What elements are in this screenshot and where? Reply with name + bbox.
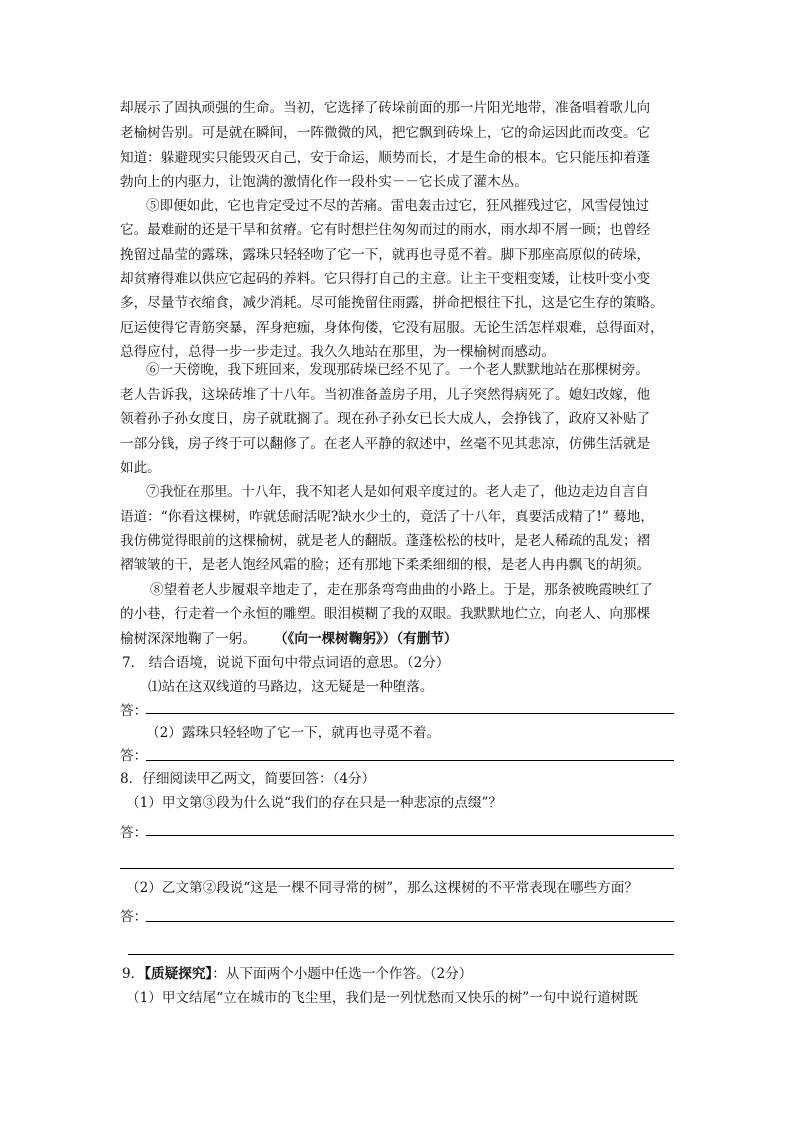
answer-line[interactable] (146, 760, 674, 761)
passage-line: 老榆树告别。可是就在瞬间，一阵微微的风，把它飘到砖垛上，它的命运因此而改变。它 (120, 125, 651, 141)
passage-line: 却贫瘠得难以供应它起码的养料。它只得打自己的主意。让主干变粗变矮，让枝叶变小变 (120, 271, 651, 287)
passage-line: 的小巷，行走着一个永恒的雕塑。眼泪模糊了我的双眼。我默默地伫立，向老人、向那棵 (120, 606, 651, 622)
passage-line: 勃向上的内驱力，让饱满的激情化作一段朴实－－它长成了灌木丛。 (120, 174, 528, 190)
answer-label: 答： (120, 748, 148, 764)
question-9-sub1: （1）甲文结尾“立在城市的飞尘里，我们是一列忧愁而又快乐的树”一句中说行道树既 (126, 990, 638, 1006)
answer-line[interactable] (120, 868, 674, 869)
passage-line: 一部分钱，房子终于可以翻修了。在老人平静的叙述中，丝毫不见其悲凉，仿佛生活就是 (120, 436, 651, 452)
passage-line: 褶皱皱的干，是老人饱经风霜的脸；还有那地下柔柔细细的根，是老人冉冉飘飞的胡须。 (120, 557, 651, 573)
passage-line: 挽留过晶莹的露珠，露珠只轻轻吻了它一下，就再也寻觅不着。脚下那座高原似的砖垛， (120, 247, 651, 263)
passage-line: 总得应付，总得一步一步走过。我久久地站在那里，为一棵榆树而感动。 (120, 344, 555, 360)
question-7-stem: 7． 结合语境，说说下面句中带点词语的意思。（2分） (122, 655, 450, 671)
question-8-sub2: （2）乙文第②段说“这是一棵不同寻常的树”，那么这棵树的不平常表现在哪些方面？ (126, 880, 638, 896)
passage-line: 如此。 (120, 460, 161, 476)
passage-line: 它。最难耐的还是干旱和贫瘠。它有时想拦住匆匆而过的雨水，雨水却不屑一顾；也曾经 (120, 222, 651, 238)
answer-line[interactable] (128, 954, 674, 955)
question-7-sub1: ⑴站在这双线道的马路边，这无疑是一种堕落。 (148, 679, 434, 695)
question-9-stem (122, 962, 472, 986)
question-9-number: 9． (122, 966, 145, 982)
question-8-sub1: （1）甲文第③段为什么说“我们的存在只是一种悲凉的点缀”？ (126, 795, 502, 811)
answer-line[interactable] (146, 713, 674, 714)
passage-line: 却展示了固执顽强的生命。当初，它选择了砖垛前面的那一片阳光地带，准备唱着歌儿向 (120, 100, 651, 116)
passage-source: （《向一棵树鞠躬》）（有删节） (274, 631, 458, 647)
passage-line: 榆树深深地鞠了一躬。 (120, 631, 256, 647)
passage-line: 我仿佛觉得眼前的这棵榆树，就是老人的翻版。蓬蓬松松的枝叶，是老人稀疏的乱发；褶 (120, 533, 651, 549)
passage-line: 多，尽量节衣缩食，减少消耗。尽可能挽留住雨露，拼命把根往下扎，这是它生存的策略。 (120, 295, 664, 311)
answer-label: 答： (120, 909, 148, 925)
passage-line: 领着孙子孙女度日，房子就耽搁了。现在孙子孙女已长大成人，会挣钱了，政府又补贴了 (120, 411, 651, 427)
passage-line: ⑥一天傍晚，我下班回来，发现那砖垛已经不见了。一个老人默默地站在那棵树旁。 (146, 362, 649, 378)
passage-line: 老人告诉我，这垛砖堆了十八年。当初准备盖房子用，儿子突然得病死了。媳妇改嫁，他 (120, 387, 651, 403)
passage-line: ⑧望着老人步履艰辛地走了，走在那条弯弯曲曲的小路上。于是，那条被晚霞映红了 (150, 582, 653, 598)
question-7-sub2: （2）露珠只轻轻吻了它一下，就再也寻觅不着。 (146, 725, 441, 741)
passage-line: 语道：“你看这棵树，咋就恁耐活呢?缺水少土的，竟活了十八年，真要活成精了!” 蓦地， (120, 509, 654, 525)
answer-line[interactable] (146, 921, 674, 922)
question-8-stem: 8．仔细阅读甲乙两文，简要回答：（4分） (120, 771, 376, 787)
passage-line: 知道：躲避现实只能毁灭自己，安于命运，顺势而长，才是生命的根本。它只能压抑着蓬 (120, 150, 651, 166)
question-9-stem-text: ：从下面两个小题中任选一个作答。（2分） (212, 966, 473, 982)
answer-label: 答： (120, 825, 148, 841)
answer-line[interactable] (146, 835, 674, 836)
question-9-tag: 【质疑探究】 (144, 966, 213, 982)
passage-line: ⑦我怔在那里。十八年，我不知老人是如何艰辛度过的。老人走了，他边走边自言自 (146, 484, 649, 500)
answer-label: 答： (120, 703, 148, 719)
passage-line: 厄运使得它青筋突暴，浑身疤痂，身体佝偻，它没有屈服。无论生活怎样艰难，总得面对， (120, 320, 664, 336)
passage-line: ⑤即便如此，它也肯定受过不尽的苦痛。雷电轰击过它，狂风摧残过它，风雪侵蚀过 (146, 198, 649, 214)
